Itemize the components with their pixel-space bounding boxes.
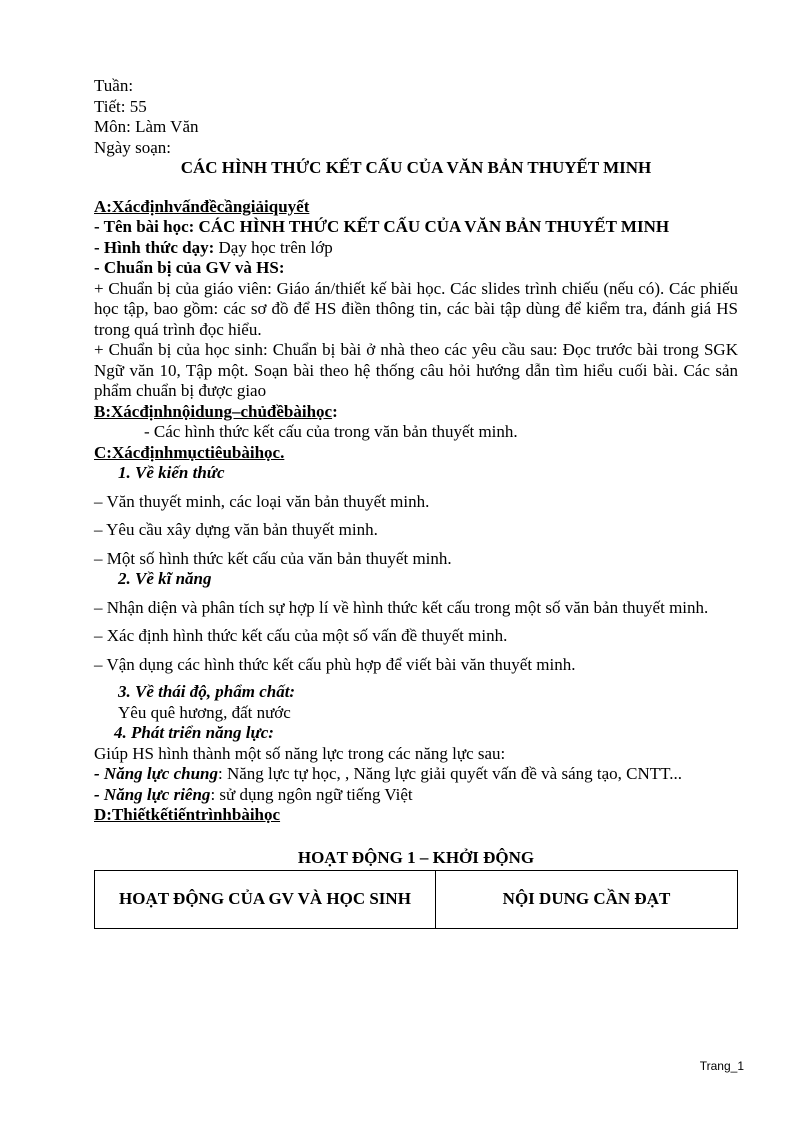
specific-competence-label: - Năng lực riêng xyxy=(94,784,211,804)
knowledge-heading: 1. Về kiến thức xyxy=(118,463,225,482)
table-header-row xyxy=(95,871,738,929)
skills-item: – Xác định hình thức kết cấu của một số vấn đề thuyết minh. xyxy=(94,626,508,645)
knowledge-item: – Yêu cầu xây dựng văn bản thuyết minh. xyxy=(94,520,378,539)
section-c-heading: C:Xácđịnhmụctiêubàihọc. xyxy=(94,442,285,462)
content-item: - Các hình thức kết cấu của trong văn bản thuyết minh. xyxy=(144,422,518,441)
attitude-text: Yêu quê hương, đất nước xyxy=(118,702,291,722)
competence-intro: Giúp HS hình thành một số năng lực trong các năng lực sau: xyxy=(94,743,506,763)
skills-item: – Vận dụng các hình thức kết cấu phù hợp để viết bài văn thuyết minh. xyxy=(94,654,576,674)
teacher-preparation: + Chuẩn bị của giáo viên: Giáo án/thiết kế bài học. Các slides trình chiếu (nếu có). Các phiếu học tập, bao gồm: các sơ đồ để HS điền thông tin, các bài tập dùng để kiểm tra, đánh giá HS trong quá trình đọc hiểu. xyxy=(94,278,738,339)
table-header-content: NỘI DUNG CẦN ĐẠT xyxy=(436,871,738,929)
lesson-name: - Tên bài học: CÁC HÌNH THỨC KẾT CẤU CỦA VĂN BẢN THUYẾT MINH xyxy=(94,217,670,236)
teaching-form-value: Dạy học trên lớp xyxy=(214,237,333,257)
teaching-form xyxy=(94,238,738,259)
knowledge-item: – Văn thuyết minh, các loại văn bản thuyết minh. xyxy=(94,491,430,511)
section-b-heading-text: B:Xácđịnhnộidung–chủđềbàihọc xyxy=(94,401,333,421)
preparation-heading: - Chuẩn bị của GV và HS: xyxy=(94,258,285,277)
student-preparation: + Chuẩn bị của học sinh: Chuẩn bị bài ở nhà theo các yêu cầu sau: Đọc trước bài trong SGK Ngữ văn 10, Tập một. Soạn bài theo hệ thống câu hỏi hướng dẫn tìm hiểu cuối bài. Các sản phẩm chuẩn bị được giao xyxy=(94,340,738,400)
activity-table xyxy=(94,870,738,929)
table-header-activities: HOẠT ĐỘNG CỦA GV VÀ HỌC SINH xyxy=(95,871,436,929)
subject-line: Môn: Làm Văn xyxy=(94,117,199,136)
section-b-heading xyxy=(94,402,738,423)
document-page xyxy=(94,76,738,929)
page-number: Trang_1 xyxy=(699,1059,744,1073)
teaching-form-label: - Hình thức dạy: xyxy=(94,237,215,257)
document-title: CÁC HÌNH THỨC KẾT CẤU CỦA VĂN BẢN THUYẾT MINH xyxy=(180,158,652,177)
activity-title: HOẠT ĐỘNG 1 – KHỞI ĐỘNG xyxy=(297,847,535,867)
skills-item: – Nhận diện và phân tích sự hợp lí về hình thức kết cấu trong một số văn bản thuyết minh. xyxy=(94,597,709,617)
general-competence xyxy=(94,764,738,785)
specific-competence xyxy=(94,785,738,806)
section-d-heading: D:Thiếtkếtiếntrìnhbàihọc xyxy=(94,805,281,824)
section-a-heading: A:Xácđịnhvấnđềcầngiảiquyết xyxy=(94,196,310,216)
attitude-heading: 3. Về thái độ, phẩm chất: xyxy=(118,682,296,701)
date-line: Ngày soạn: xyxy=(94,137,171,157)
general-competence-label: - Năng lực chung xyxy=(94,764,219,783)
section-b-colon: : xyxy=(332,401,338,421)
week-line: Tuần: xyxy=(94,76,134,95)
general-competence-text: : Năng lực tự học, , Năng lực giải quyết vấn đề và sáng tạo, CNTT... xyxy=(218,764,683,783)
knowledge-item: – Một số hình thức kết cấu của văn bản thuyết minh. xyxy=(94,548,452,568)
specific-competence-text: : sử dụng ngôn ngữ tiếng Việt xyxy=(210,784,413,804)
period-line: Tiết: 55 xyxy=(94,96,147,116)
skills-heading: 2. Về kĩ năng xyxy=(118,569,212,588)
competence-heading: 4. Phát triển năng lực: xyxy=(114,723,274,742)
